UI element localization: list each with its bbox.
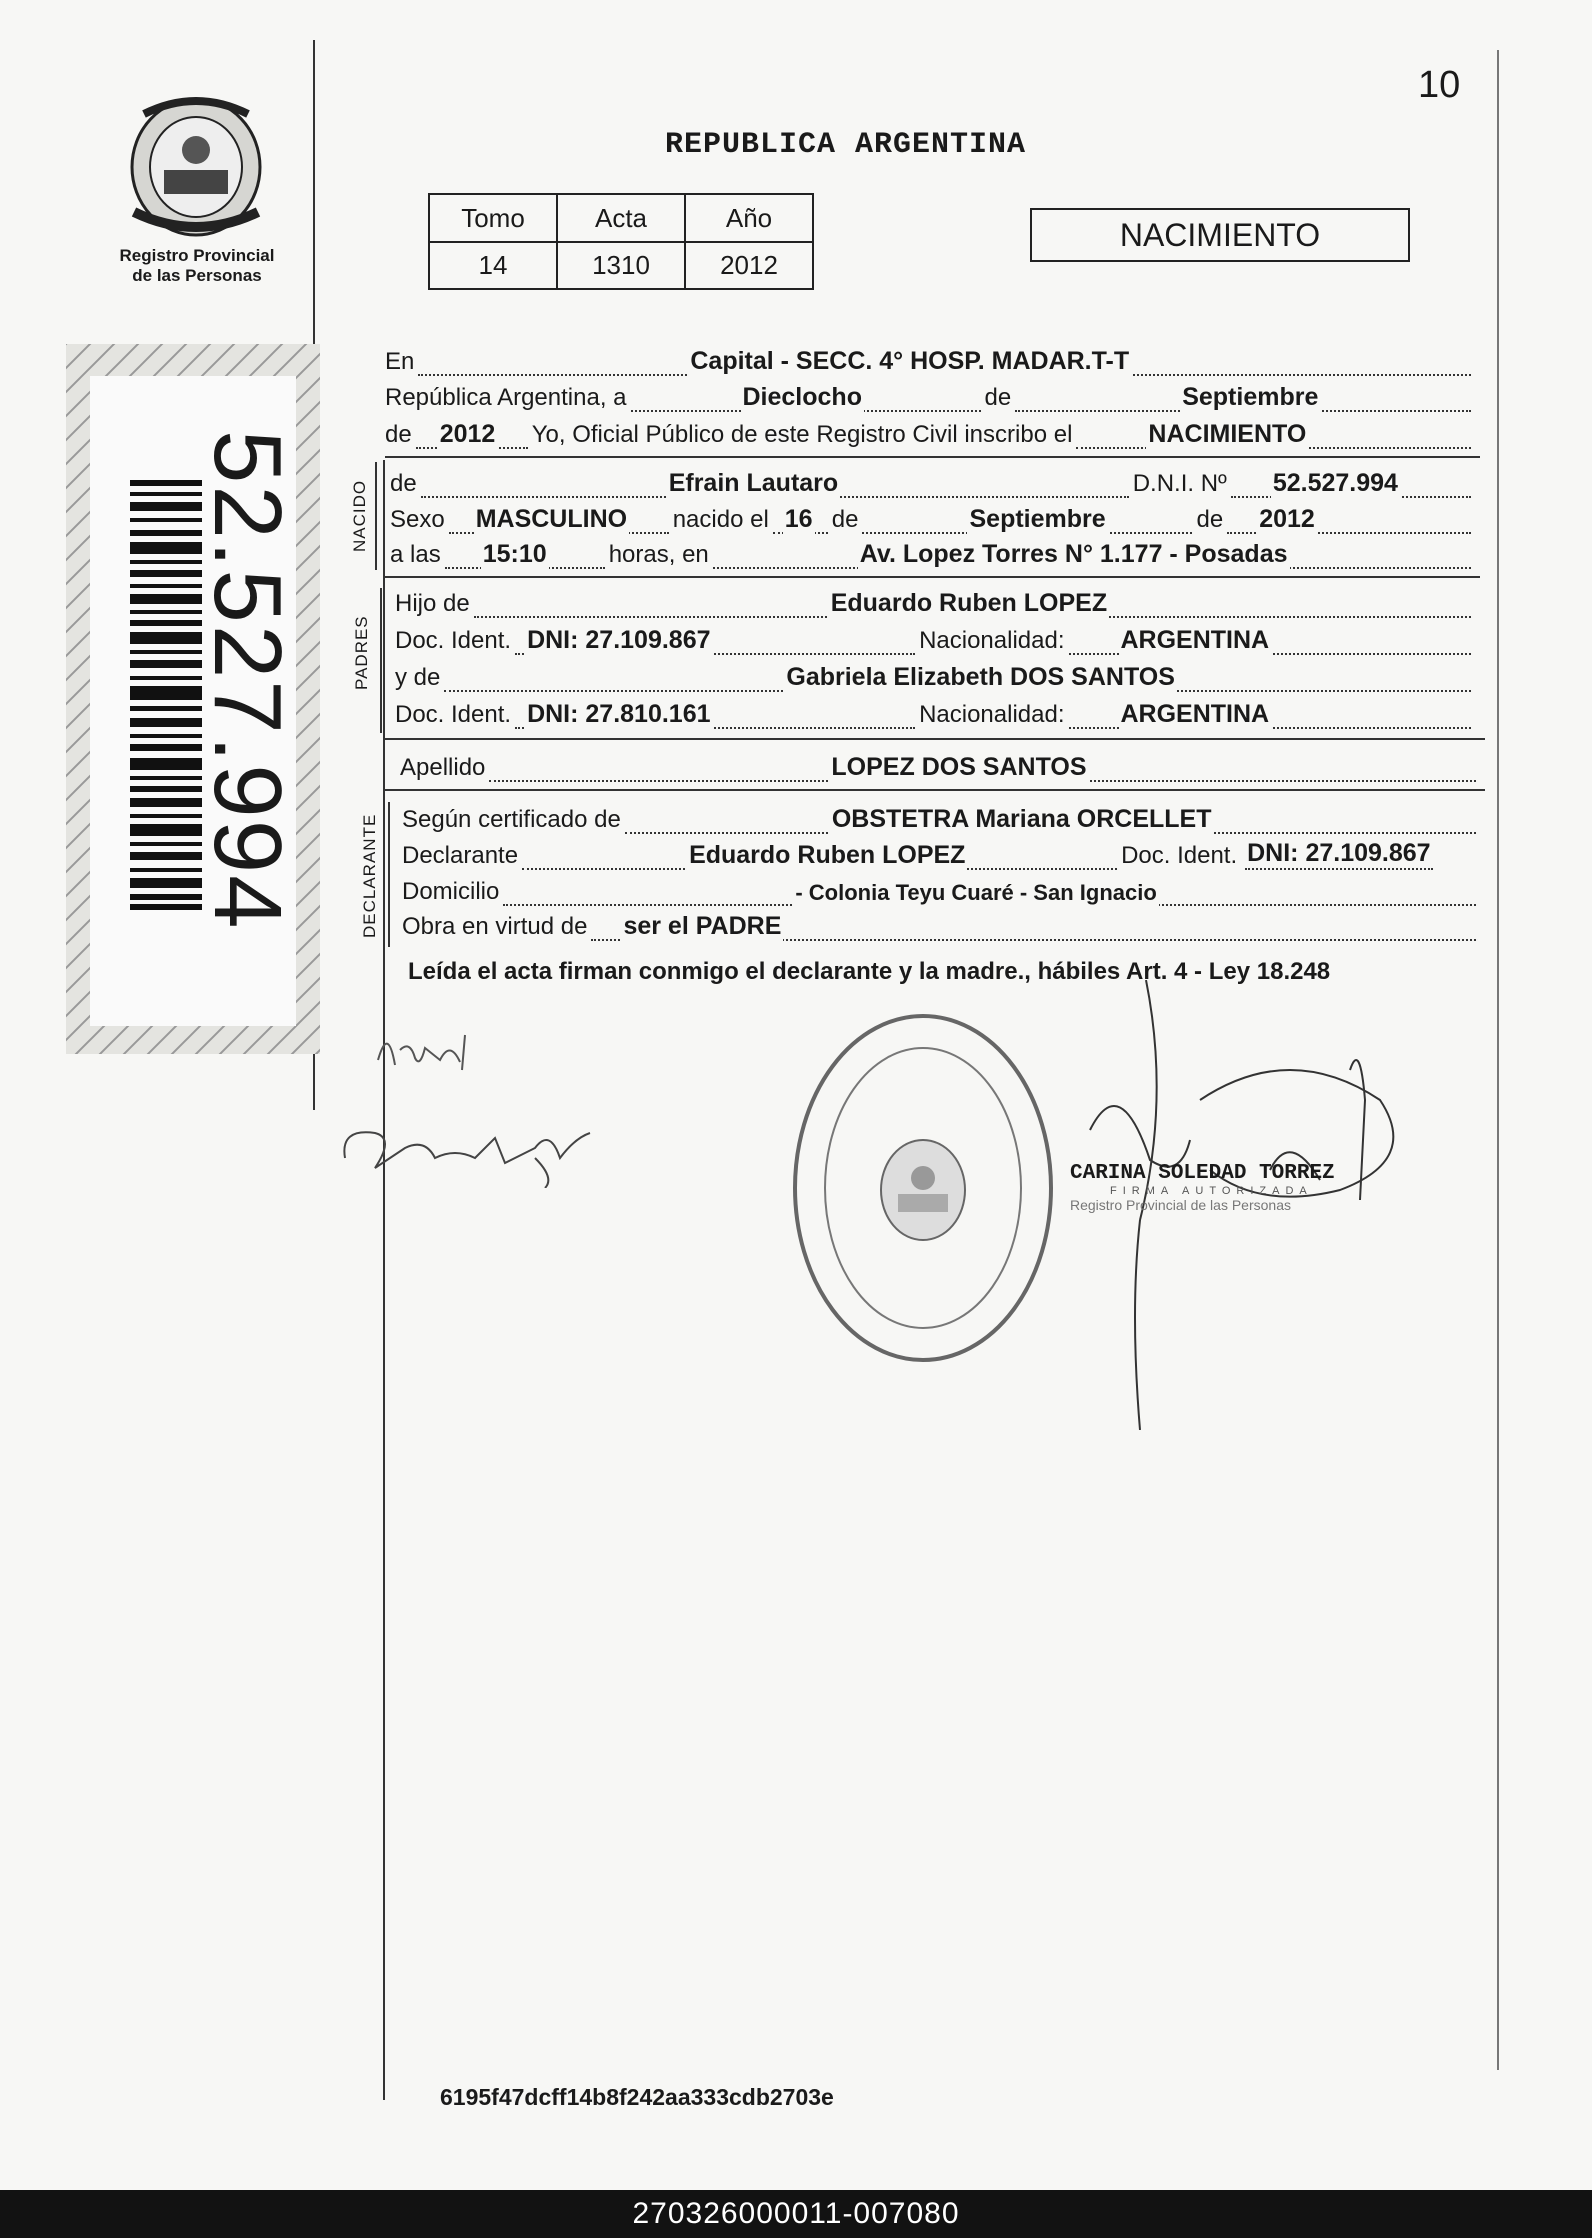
nacido-dia: 16 bbox=[784, 505, 813, 533]
padres-section-label: PADRES bbox=[352, 615, 371, 690]
line-madre-doc bbox=[395, 701, 1475, 729]
year-value: 2012 bbox=[439, 420, 496, 448]
padre-name: Eduardo Ruben LOPEZ bbox=[830, 589, 1108, 617]
nacido-hora: 15:10 bbox=[482, 540, 547, 568]
yde-label: y de bbox=[395, 664, 441, 691]
en-value: Capital - SECC. 4° HOSP. MADAR.T-T bbox=[690, 347, 1130, 375]
nacido-dni: 52.527.994 bbox=[1272, 469, 1398, 497]
segun-value: OBSTETRA Mariana ORCELLET bbox=[831, 805, 1212, 833]
country-title: REPUBLICA ARGENTINA bbox=[665, 128, 1027, 162]
barcode-panel bbox=[66, 344, 320, 1054]
inscribo-value: NACIMIENTO bbox=[1148, 420, 1307, 448]
apellido-value: LOPEZ DOS SANTOS bbox=[831, 753, 1087, 781]
acta-label: Acta bbox=[557, 194, 685, 242]
line-apellido bbox=[400, 754, 1480, 782]
sexo-label: Sexo bbox=[390, 506, 445, 533]
alas-label: a las bbox=[390, 541, 441, 568]
logo-caption-line1: Registro Provincial bbox=[119, 246, 275, 265]
madre-nac-label: Nacionalidad: bbox=[919, 701, 1065, 728]
official-office: Registro Provincial de las Personas bbox=[1070, 1197, 1291, 1213]
nacido-el-label: nacido el bbox=[672, 506, 769, 533]
bottom-code-bar bbox=[0, 2190, 1592, 2238]
barcode-number: 52.527.994 bbox=[194, 430, 301, 931]
tomo-label: Tomo bbox=[429, 194, 557, 242]
line-obra bbox=[402, 913, 1480, 941]
declarante-doc: DNI: 27.109.867 bbox=[1245, 839, 1432, 870]
apellido-label: Apellido bbox=[400, 754, 486, 781]
nacido-de-label2: de bbox=[831, 506, 859, 533]
nacido-mes: Septiembre bbox=[969, 505, 1106, 533]
official-name: CARINA SOLEDAD TORREZ bbox=[1070, 1162, 1335, 1185]
declarante-doc-label: Doc. Ident. bbox=[1121, 842, 1238, 869]
horas-label: horas, en bbox=[608, 541, 709, 568]
padre-doc: DNI: 27.109.867 bbox=[527, 626, 711, 654]
month-value: Septiembre bbox=[1182, 383, 1319, 411]
declarante-label: Declarante bbox=[402, 842, 519, 869]
obra-value: ser el PADRE bbox=[623, 912, 782, 940]
nacido-bracket bbox=[375, 462, 377, 570]
nacido-de-label3: de bbox=[1196, 506, 1224, 533]
signature-mother bbox=[335, 1108, 605, 1188]
padres-bracket bbox=[380, 588, 382, 733]
separator-4 bbox=[385, 789, 1485, 791]
tomo-value: 14 bbox=[429, 242, 557, 289]
nacido-section-label: NACIDO bbox=[350, 479, 369, 552]
line-segun bbox=[402, 806, 1480, 834]
line-nacido-name bbox=[390, 470, 1475, 498]
de-label: de bbox=[984, 384, 1012, 411]
misiones-coat-of-arms-logo bbox=[124, 92, 269, 242]
domicilio-value: - Colonia Teyu Cuaré - San Ignacio bbox=[795, 880, 1157, 905]
sexo-value: MASCULINO bbox=[475, 505, 628, 533]
madre-doc: DNI: 27.810.161 bbox=[527, 700, 711, 728]
day-value: Dieclocho bbox=[742, 383, 862, 411]
nacido-anio: 2012 bbox=[1259, 505, 1315, 533]
line-nacido-sexo bbox=[390, 506, 1475, 534]
de2-label: de bbox=[385, 421, 412, 448]
padre-doc-label: Doc. Ident. bbox=[395, 627, 512, 654]
logo-caption-line2: de las Personas bbox=[132, 266, 262, 285]
republica-label: República Argentina, a bbox=[385, 384, 627, 411]
line-en bbox=[385, 348, 1475, 376]
line-yde bbox=[395, 664, 1475, 692]
bottom-code: 270326000011-007080 bbox=[632, 2197, 960, 2230]
yo-text: Yo, Oficial Público de este Registro Civil inscribo el bbox=[531, 421, 1073, 448]
official-block bbox=[1070, 1162, 1335, 1213]
anio-label: Año bbox=[685, 194, 813, 242]
footer-hash: 6195f47dcff14b8f242aa333cdb2703e bbox=[440, 2084, 834, 2110]
registry-table bbox=[428, 193, 814, 290]
line-nacido-hora bbox=[390, 541, 1475, 569]
line-hijo bbox=[395, 590, 1475, 618]
padre-nac: ARGENTINA bbox=[1120, 626, 1270, 654]
segun-label: Según certificado de bbox=[402, 806, 621, 833]
inner-margin-line bbox=[383, 460, 385, 2100]
official-stamp bbox=[788, 1008, 1058, 1368]
document-type-box: NACIMIENTO bbox=[1030, 208, 1410, 262]
page-number: 10 bbox=[1418, 64, 1461, 106]
legal-text: Leída el acta firman conmigo el declarante y la madre., hábiles Art. 4 - Ley 18.248 bbox=[408, 958, 1331, 985]
madre-doc-label: Doc. Ident. bbox=[395, 701, 512, 728]
separator-3 bbox=[385, 738, 1485, 740]
line-domicilio bbox=[402, 878, 1480, 906]
logo-caption bbox=[112, 246, 282, 286]
padre-nac-label: Nacionalidad: bbox=[919, 627, 1065, 654]
line-padre-doc bbox=[395, 627, 1475, 655]
anio-value: 2012 bbox=[685, 242, 813, 289]
declarante-value: Eduardo Ruben LOPEZ bbox=[689, 841, 966, 869]
obra-label: Obra en virtud de bbox=[402, 913, 588, 940]
separator-1 bbox=[385, 456, 1480, 458]
madre-name: Gabriela Elizabeth DOS SANTOS bbox=[786, 663, 1175, 691]
nacido-name: Efrain Lautaro bbox=[668, 469, 839, 497]
hijo-label: Hijo de bbox=[395, 590, 470, 617]
dni-label: D.N.I. Nº bbox=[1132, 470, 1227, 497]
declarante-section-label: DECLARANTE bbox=[360, 813, 379, 938]
nacido-de-label: de bbox=[390, 470, 417, 497]
official-title: FIRMA AUTORIZADA bbox=[1110, 1185, 1313, 1197]
en-label: En bbox=[385, 348, 415, 375]
line-republica bbox=[385, 384, 1475, 412]
signature-father bbox=[370, 1020, 510, 1080]
acta-value: 1310 bbox=[557, 242, 685, 289]
separator-2 bbox=[385, 576, 1480, 578]
line-inscribo bbox=[385, 421, 1475, 449]
madre-nac: ARGENTINA bbox=[1120, 700, 1270, 728]
nacido-lugar: Av. Lopez Torres N° 1.177 - Posadas bbox=[859, 540, 1288, 568]
right-margin-line bbox=[1497, 50, 1499, 2070]
domicilio-label: Domicilio bbox=[402, 878, 500, 905]
line-declarante bbox=[402, 839, 1480, 870]
declarante-bracket bbox=[388, 802, 390, 947]
